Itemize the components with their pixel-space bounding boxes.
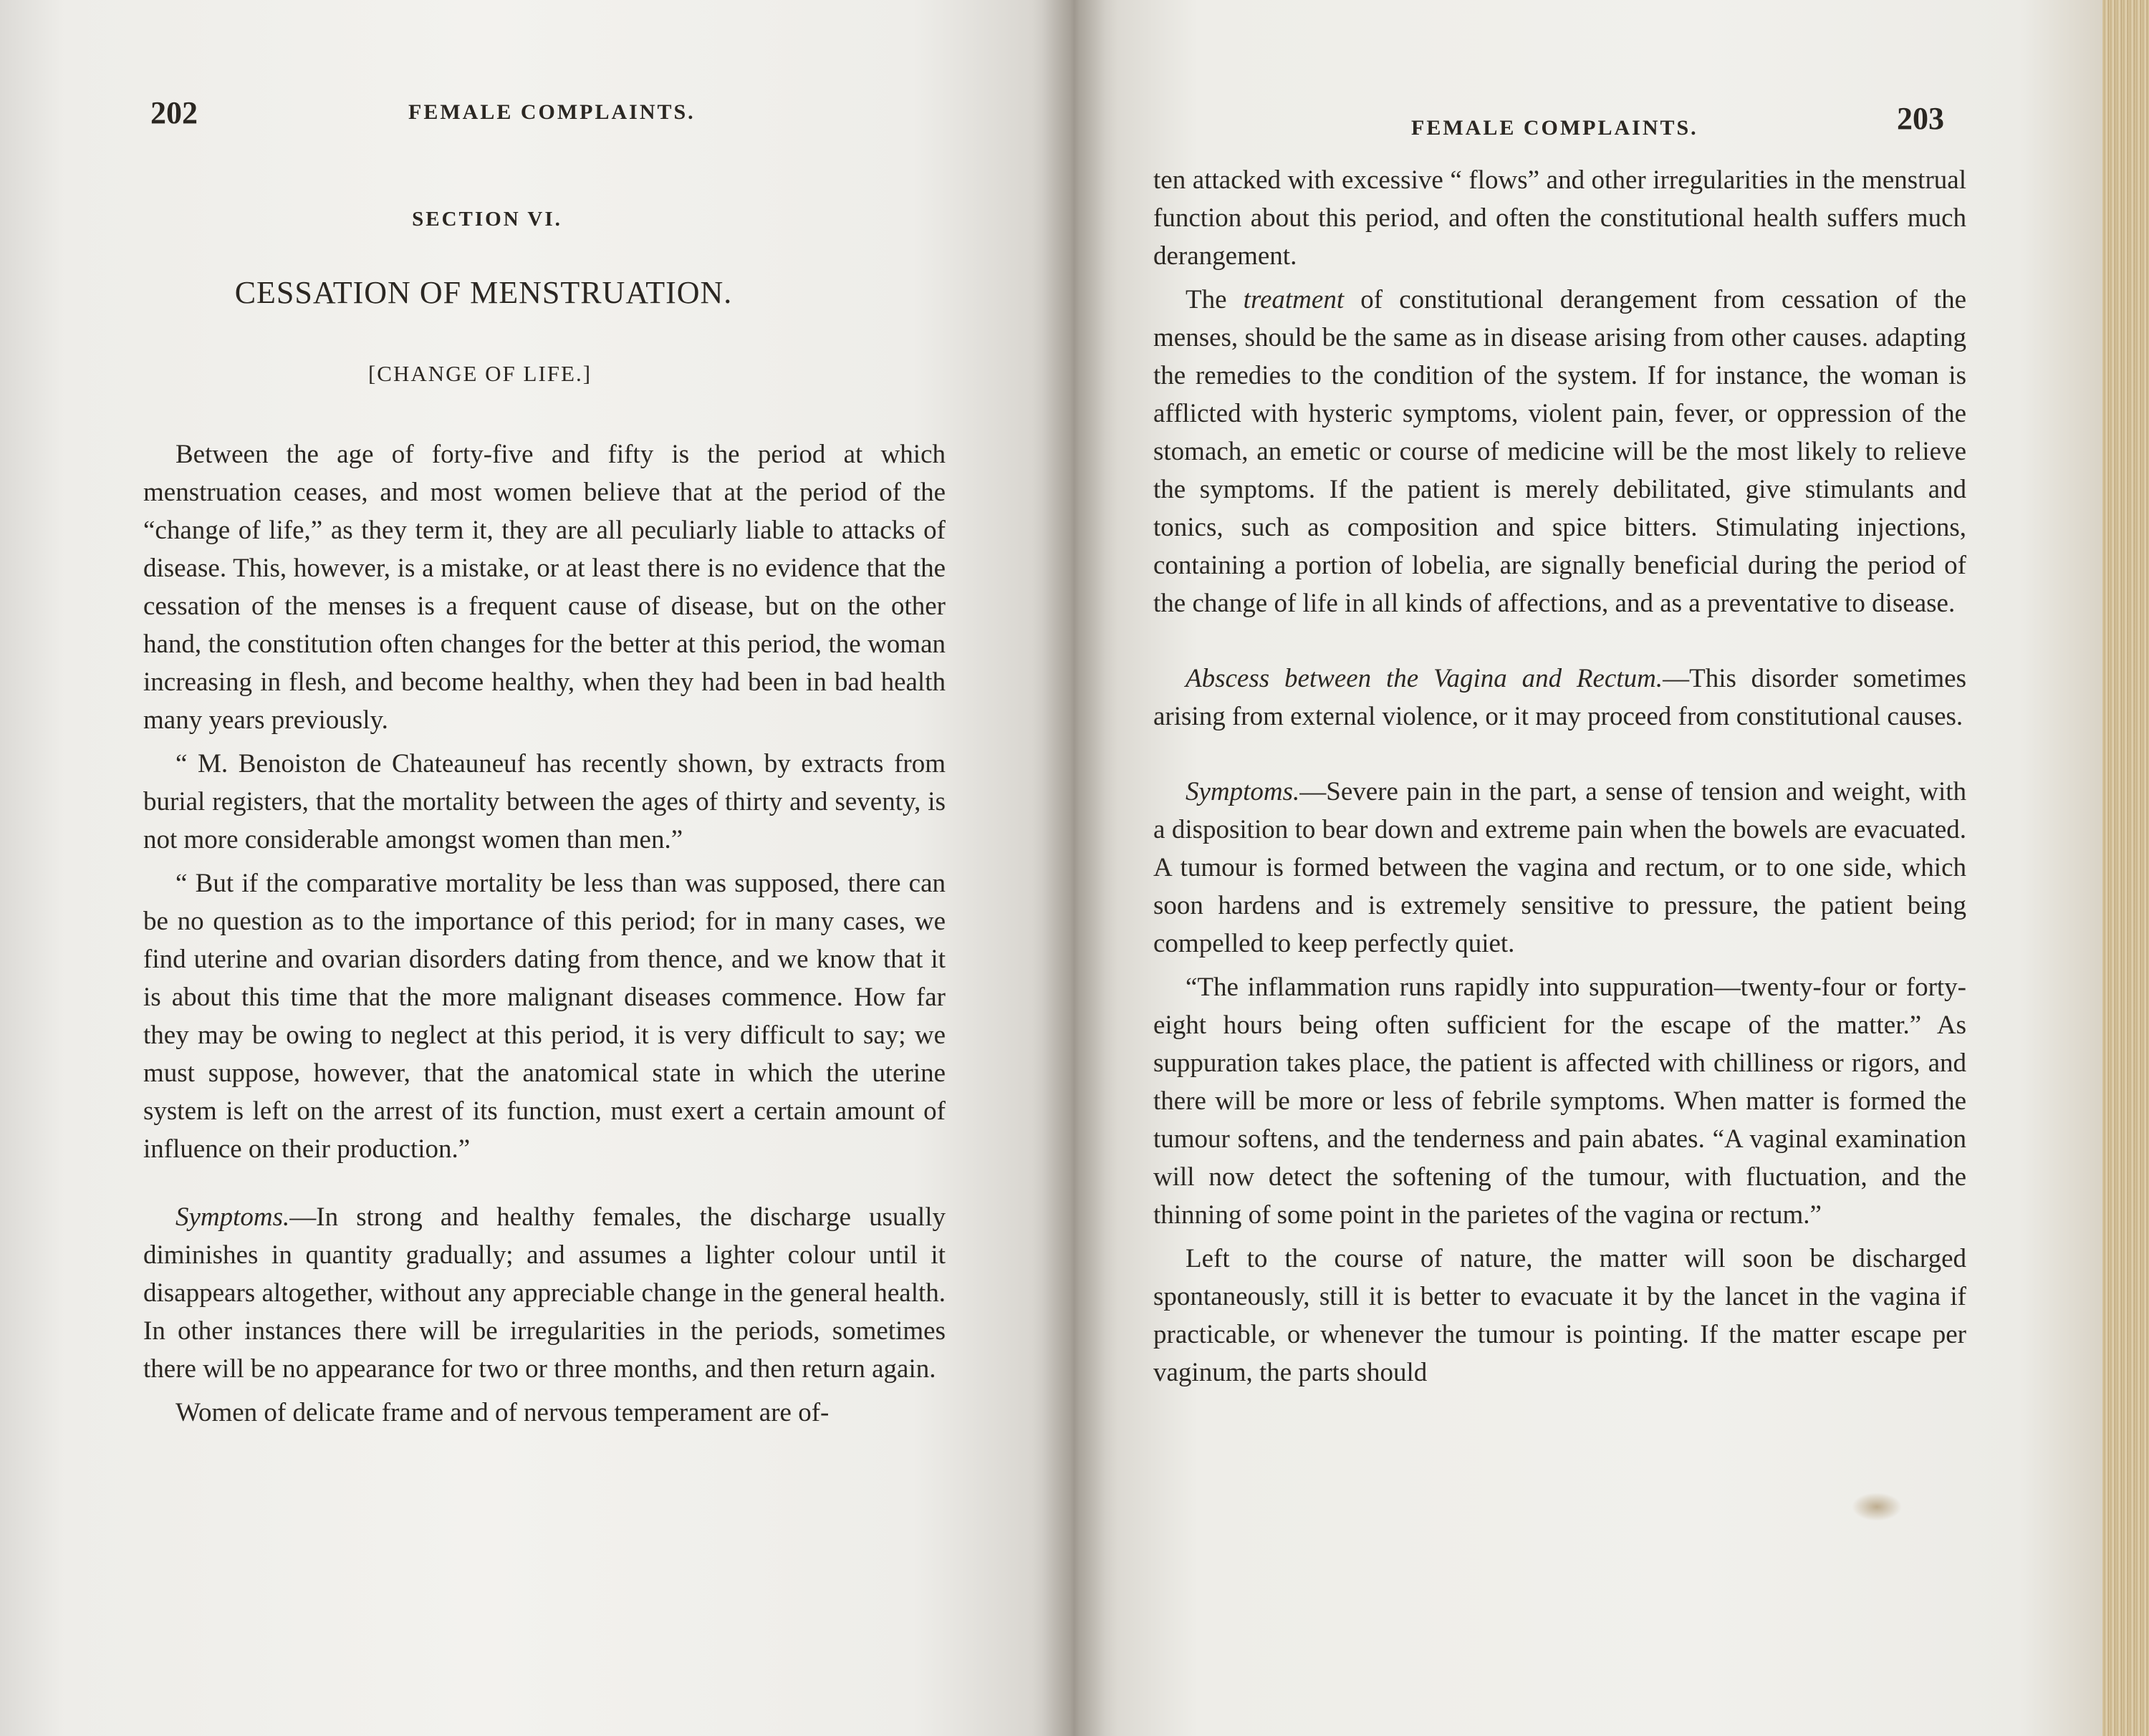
right-text-column (1153, 161, 1966, 1392)
abscess-heading: Abscess between the Vagina and Rectum. (1186, 664, 1663, 693)
running-head: FEMALE COMPLAINTS. (1411, 116, 1698, 140)
gutter-shadow (1032, 0, 1117, 1736)
paragraph: “The inflammation runs rapidly into suppuration—twenty-four or forty-eight hours being often sufficient for the escape of the matter.” As suppuration takes place, the patient is affected with chilliness or rigors, and there will be more or less of febrile symptoms. When matter is formed the tumour softens, and the tenderness and pain abates. “A vaginal examination will now detect the softening of the tumour, with fluctuation, and the thinning of some point in the parietes of the vagina or rectum.” (1153, 973, 1966, 1230)
chapter-title: CESSATION OF MENSTRUATION. (234, 275, 733, 310)
paragraph: Left to the course of nature, the matter will soon be discharged spontaneously, still it is better to evacuate it by the lancet in the vagina if practicable, or whenever the tumour is pointing. If the matter escape per vaginum, the parts should (1153, 1244, 1966, 1387)
symptoms-paragraph (1153, 773, 1966, 963)
paragraph: “ But if the comparative mortality be less than was supposed, there can be no question as to the importance of this period; for in many cases, we find uterine and ovarian disorders dating from thence, and we know that it is about this time that the more malignant diseases commence. How far they may be owing to neglect at this period, it is very difficult to say; we must suppose, however, that the anatomical state in which the uterine system is left on the arrest of its function, must exert a certain amount of influence on their production.” (143, 869, 946, 1164)
paragraph: ten attacked with excessive “ flows” and other irregularities in the menstrual function about this period, and often the constitutional health suffers much derangement. (1153, 165, 1966, 271)
abscess-paragraph (1153, 660, 1966, 736)
treatment-term: treatment (1243, 285, 1345, 314)
symptoms-text: —Severe pain in the part, a sense of tension and weight, with a disposition to bear down and extreme pain when the bowels are evacuated. A tumour is formed between the vagina and rectum, or to one side, which soon hardens and is extremely sensitive to pressure, the patient being compelled to keep perfectly quiet. (1153, 777, 1966, 958)
page-number: 202 (150, 95, 198, 130)
symptoms-paragraph (143, 1198, 946, 1388)
chapter-subtitle: [CHANGE OF LIFE.] (367, 361, 592, 386)
text-run: The (1186, 285, 1244, 314)
text-run: of constitutional derangement from cessation of the menses, should be the same as in disease arising from other causes. adapting the remedies to the condition of the system. If for instance, the woman is afflicted with hysteric symptoms, violent pain, fever, or oppression of the stomach, an emetic or course of medicine will be the most likely to relieve the symptoms. If the patient is merely debilitated, give stimulants and tonics, such as composition and spice bitters. Stimulating injections, containing a portion of lobelia, are signally beneficial during the period of the change of life in all kinds of affections, and as a preventative to disease. (1153, 285, 1966, 618)
page-edges (2102, 0, 2149, 1736)
paragraph: “ M. Benoiston de Chateauneuf has recently shown, by extracts from burial registers, that the mortality between the ages of thirty and seventy, is not more considerable amongst women than men.” (143, 749, 946, 854)
symptoms-heading: Symptoms. (176, 1202, 290, 1232)
running-head: FEMALE COMPLAINTS. (408, 100, 696, 124)
section-label: SECTION VI. (412, 208, 562, 231)
symptoms-text: —In strong and healthy females, the discharge usually diminishes in quantity gradually; and assumes a lighter colour until it disappears altogether, without any appreciable change in the general health. In other instances there will be irregularities in the periods, sometimes there will be no appearance for two or three months, and then return again. (143, 1202, 946, 1384)
right-page (1074, 0, 2102, 1736)
paper-stain (1852, 1493, 1902, 1521)
abscess-text: —This disorder sometimes arising from external violence, or it may proceed from constitutional causes. (1153, 664, 1966, 731)
left-text-column (143, 208, 946, 1432)
paragraph: Women of delicate frame and of nervous temperament are of- (176, 1398, 830, 1427)
page-number: 203 (1897, 101, 1944, 136)
treatment-paragraph (1153, 281, 1966, 622)
symptoms-heading: Symptoms. (1186, 777, 1300, 806)
paragraph: Between the age of forty-five and fifty is the period at which menstruation ceases, and most women believe that at the period of the “change of life,” as they term it, they are all peculiarly liable to attacks of disease. This, however, is a mistake, or at least there is no evidence that the cessation of the menses is a frequent cause of disease, but on the other hand, the constitution often changes for the better at this period, the woman increasing in flesh, and become healthy, when they had been in bad health many years previously. (143, 440, 946, 735)
left-page (0, 0, 1074, 1736)
